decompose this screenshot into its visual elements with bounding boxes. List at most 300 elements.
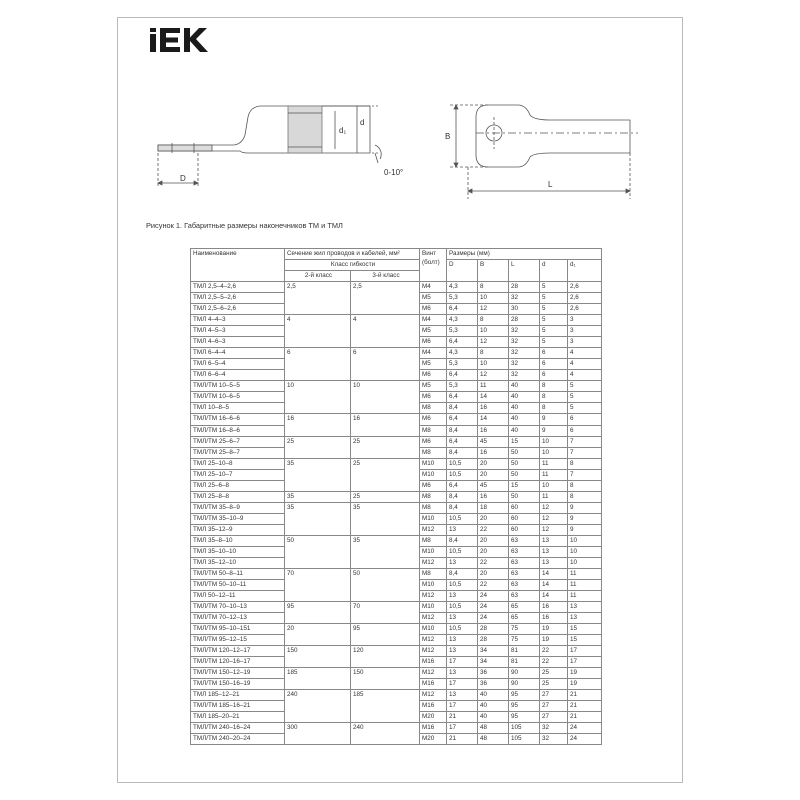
cell-L: 28 bbox=[509, 282, 540, 293]
cell-class3: 35 bbox=[351, 535, 420, 546]
cell-D: 10,5 bbox=[447, 546, 478, 557]
cell-class2: 4 bbox=[285, 315, 351, 326]
cell-D: 8,4 bbox=[447, 425, 478, 436]
table-row bbox=[191, 304, 602, 315]
cell-class3 bbox=[351, 635, 420, 646]
cell-class2 bbox=[285, 557, 351, 568]
cell-name: ТМЛ/ТМ 50–10–11 bbox=[191, 579, 285, 590]
cell-B: 10 bbox=[478, 326, 509, 337]
table-row bbox=[191, 701, 602, 712]
cell-name: ТМЛ/ТМ 16–8–6 bbox=[191, 425, 285, 436]
cell-name: ТМЛ/ТМ 240–20–24 bbox=[191, 734, 285, 745]
cell-name: ТМЛ 35–10–10 bbox=[191, 546, 285, 557]
cell-screw: M4 bbox=[420, 348, 447, 359]
cell-name: ТМЛ 25–10–8 bbox=[191, 458, 285, 469]
cell-class2 bbox=[285, 513, 351, 524]
cell-d: 9 bbox=[540, 425, 568, 436]
cell-B: 45 bbox=[478, 436, 509, 447]
cell-name: ТМЛ 50–12–11 bbox=[191, 590, 285, 601]
cell-name: ТМЛ 4–6–3 bbox=[191, 337, 285, 348]
cell-class2 bbox=[285, 469, 351, 480]
cell-class3: 4 bbox=[351, 315, 420, 326]
header-d1: d₁ bbox=[568, 260, 602, 282]
cell-B: 12 bbox=[478, 337, 509, 348]
cell-screw: M8 bbox=[420, 403, 447, 414]
cell-class3 bbox=[351, 613, 420, 624]
cell-d1: 4 bbox=[568, 348, 602, 359]
cell-name: ТМЛ 4–4–3 bbox=[191, 315, 285, 326]
cell-class2: 35 bbox=[285, 502, 351, 513]
cell-name: ТМЛ 35–12–10 bbox=[191, 557, 285, 568]
cell-B: 20 bbox=[478, 546, 509, 557]
cell-d1: 8 bbox=[568, 458, 602, 469]
cell-d1: 11 bbox=[568, 568, 602, 579]
cell-L: 32 bbox=[509, 359, 540, 370]
cell-name: ТМЛ 185–12–21 bbox=[191, 690, 285, 701]
cell-D: 13 bbox=[447, 557, 478, 568]
cell-name: ТМЛ 6–5–4 bbox=[191, 359, 285, 370]
cell-d: 32 bbox=[540, 723, 568, 734]
cell-D: 10,5 bbox=[447, 602, 478, 613]
cell-screw: M8 bbox=[420, 568, 447, 579]
cell-name: ТМЛ 2,5–5–2,6 bbox=[191, 293, 285, 304]
cell-class2: 2,5 bbox=[285, 282, 351, 293]
cell-L: 50 bbox=[509, 469, 540, 480]
cell-name: ТМЛ/ТМ 240–16–24 bbox=[191, 723, 285, 734]
cell-class2 bbox=[285, 480, 351, 491]
cell-L: 95 bbox=[509, 690, 540, 701]
cell-D: 6,4 bbox=[447, 304, 478, 315]
lug-dimensions-table bbox=[190, 248, 602, 745]
cell-d: 10 bbox=[540, 480, 568, 491]
cell-d1: 21 bbox=[568, 690, 602, 701]
cell-D: 13 bbox=[447, 524, 478, 535]
cell-L: 65 bbox=[509, 613, 540, 624]
cell-name: ТМЛ 2,5–6–2,6 bbox=[191, 304, 285, 315]
cell-class3 bbox=[351, 579, 420, 590]
cell-L: 30 bbox=[509, 304, 540, 315]
cell-screw: M6 bbox=[420, 392, 447, 403]
cell-B: 16 bbox=[478, 403, 509, 414]
cell-class2: 6 bbox=[285, 348, 351, 359]
table-row bbox=[191, 635, 602, 646]
cell-class2 bbox=[285, 293, 351, 304]
cell-d1: 10 bbox=[568, 557, 602, 568]
cell-d: 5 bbox=[540, 337, 568, 348]
cell-D: 17 bbox=[447, 679, 478, 690]
cell-D: 8,4 bbox=[447, 535, 478, 546]
cell-class2 bbox=[285, 326, 351, 337]
cell-D: 8,4 bbox=[447, 447, 478, 458]
table-row bbox=[191, 657, 602, 668]
cell-screw: M16 bbox=[420, 679, 447, 690]
cell-class2: 10 bbox=[285, 381, 351, 392]
cell-class3: 10 bbox=[351, 381, 420, 392]
cell-d: 27 bbox=[540, 712, 568, 723]
cell-class2 bbox=[285, 657, 351, 668]
cell-screw: M12 bbox=[420, 590, 447, 601]
cell-d1: 17 bbox=[568, 657, 602, 668]
cell-B: 36 bbox=[478, 679, 509, 690]
cell-screw: M6 bbox=[420, 370, 447, 381]
cell-class3 bbox=[351, 701, 420, 712]
cell-D: 6,4 bbox=[447, 370, 478, 381]
label-d1: d₁ bbox=[339, 126, 347, 135]
table-row bbox=[191, 370, 602, 381]
cell-D: 10,5 bbox=[447, 458, 478, 469]
table-row bbox=[191, 502, 602, 513]
cell-d1: 10 bbox=[568, 535, 602, 546]
cell-d: 11 bbox=[540, 458, 568, 469]
cell-class2: 300 bbox=[285, 723, 351, 734]
cell-D: 17 bbox=[447, 723, 478, 734]
cell-d: 5 bbox=[540, 282, 568, 293]
table-row bbox=[191, 734, 602, 745]
table-row bbox=[191, 359, 602, 370]
cell-class2 bbox=[285, 403, 351, 414]
cell-class2 bbox=[285, 392, 351, 403]
cell-L: 15 bbox=[509, 480, 540, 491]
cell-d: 14 bbox=[540, 579, 568, 590]
table-row bbox=[191, 546, 602, 557]
cell-class2: 35 bbox=[285, 458, 351, 469]
cell-d: 10 bbox=[540, 436, 568, 447]
cell-d1: 21 bbox=[568, 701, 602, 712]
cell-screw: M6 bbox=[420, 436, 447, 447]
cell-class3: 6 bbox=[351, 348, 420, 359]
cell-name: ТМЛ 6–6–4 bbox=[191, 370, 285, 381]
cell-d1: 7 bbox=[568, 469, 602, 480]
table-row bbox=[191, 403, 602, 414]
cell-class3: 25 bbox=[351, 491, 420, 502]
cell-B: 16 bbox=[478, 447, 509, 458]
cell-d: 27 bbox=[540, 701, 568, 712]
cell-screw: M16 bbox=[420, 701, 447, 712]
cell-screw: M5 bbox=[420, 293, 447, 304]
table-row bbox=[191, 315, 602, 326]
cell-L: 63 bbox=[509, 557, 540, 568]
cell-d: 8 bbox=[540, 392, 568, 403]
cell-class3 bbox=[351, 326, 420, 337]
cell-d1: 9 bbox=[568, 513, 602, 524]
cell-D: 6,4 bbox=[447, 480, 478, 491]
cell-B: 34 bbox=[478, 657, 509, 668]
cell-class2: 35 bbox=[285, 491, 351, 502]
cell-class3: 95 bbox=[351, 624, 420, 635]
cell-class3: 25 bbox=[351, 436, 420, 447]
cell-D: 6,4 bbox=[447, 414, 478, 425]
cell-class3: 70 bbox=[351, 602, 420, 613]
cell-screw: M10 bbox=[420, 602, 447, 613]
cell-B: 48 bbox=[478, 734, 509, 745]
cell-name: ТМЛ/ТМ 10–6–5 bbox=[191, 392, 285, 403]
cell-class2: 240 bbox=[285, 690, 351, 701]
cell-screw: M4 bbox=[420, 315, 447, 326]
cell-d: 5 bbox=[540, 326, 568, 337]
header-D: D bbox=[447, 260, 478, 282]
cell-D: 4,3 bbox=[447, 348, 478, 359]
cell-class3 bbox=[351, 734, 420, 745]
cell-D: 4,3 bbox=[447, 315, 478, 326]
table-row bbox=[191, 602, 602, 613]
cell-B: 18 bbox=[478, 502, 509, 513]
header-dims: Размеры (мм) bbox=[447, 249, 602, 260]
cell-name: ТМЛ 10–8–5 bbox=[191, 403, 285, 414]
cell-screw: M20 bbox=[420, 712, 447, 723]
cell-screw: M8 bbox=[420, 491, 447, 502]
cell-d: 25 bbox=[540, 679, 568, 690]
cell-B: 40 bbox=[478, 712, 509, 723]
cell-d1: 21 bbox=[568, 712, 602, 723]
cell-class3 bbox=[351, 447, 420, 458]
cell-L: 105 bbox=[509, 723, 540, 734]
cell-L: 63 bbox=[509, 579, 540, 590]
cell-B: 40 bbox=[478, 690, 509, 701]
cell-B: 22 bbox=[478, 579, 509, 590]
cell-screw: M6 bbox=[420, 337, 447, 348]
cell-L: 81 bbox=[509, 657, 540, 668]
table-row bbox=[191, 392, 602, 403]
cell-D: 5,3 bbox=[447, 359, 478, 370]
cell-class3 bbox=[351, 337, 420, 348]
cell-class3 bbox=[351, 293, 420, 304]
cell-screw: M16 bbox=[420, 723, 447, 734]
cell-L: 50 bbox=[509, 447, 540, 458]
cell-name: ТМЛ/ТМ 35–10–9 bbox=[191, 513, 285, 524]
cell-class3: 185 bbox=[351, 690, 420, 701]
cell-L: 63 bbox=[509, 568, 540, 579]
table-row bbox=[191, 535, 602, 546]
cell-B: 11 bbox=[478, 381, 509, 392]
cell-L: 60 bbox=[509, 502, 540, 513]
cell-D: 5,3 bbox=[447, 326, 478, 337]
cell-d: 13 bbox=[540, 535, 568, 546]
table-row bbox=[191, 469, 602, 480]
cell-B: 48 bbox=[478, 723, 509, 734]
cell-screw: M8 bbox=[420, 425, 447, 436]
cell-B: 24 bbox=[478, 602, 509, 613]
header-L: L bbox=[509, 260, 540, 282]
cell-B: 45 bbox=[478, 480, 509, 491]
cell-class2 bbox=[285, 579, 351, 590]
cell-d1: 11 bbox=[568, 579, 602, 590]
header-section: Сечение жил проводов и кабелей, мм² bbox=[285, 249, 420, 260]
cell-B: 20 bbox=[478, 568, 509, 579]
cell-screw: M10 bbox=[420, 546, 447, 557]
table-row bbox=[191, 282, 602, 293]
cell-name: ТМЛ/ТМ 35–8–9 bbox=[191, 502, 285, 513]
cell-B: 34 bbox=[478, 646, 509, 657]
table-row bbox=[191, 557, 602, 568]
header-class2: 2-й класс bbox=[285, 271, 351, 282]
cell-L: 65 bbox=[509, 602, 540, 613]
cell-D: 8,4 bbox=[447, 403, 478, 414]
cell-class2 bbox=[285, 359, 351, 370]
cell-d1: 9 bbox=[568, 524, 602, 535]
table-row bbox=[191, 613, 602, 624]
cell-L: 32 bbox=[509, 370, 540, 381]
table-row bbox=[191, 293, 602, 304]
cell-d: 10 bbox=[540, 447, 568, 458]
cell-screw: M10 bbox=[420, 458, 447, 469]
cell-d1: 5 bbox=[568, 381, 602, 392]
cell-d1: 5 bbox=[568, 392, 602, 403]
cell-d: 14 bbox=[540, 568, 568, 579]
cell-name: ТМЛ/ТМ 95–12–15 bbox=[191, 635, 285, 646]
cell-class3 bbox=[351, 403, 420, 414]
cell-L: 40 bbox=[509, 392, 540, 403]
cell-d1: 5 bbox=[568, 403, 602, 414]
table-row bbox=[191, 624, 602, 635]
cell-screw: M12 bbox=[420, 524, 447, 535]
cell-d1: 19 bbox=[568, 679, 602, 690]
cell-B: 8 bbox=[478, 348, 509, 359]
cell-B: 22 bbox=[478, 524, 509, 535]
cell-name: ТМЛ/ТМ 50–8–11 bbox=[191, 568, 285, 579]
cell-class2 bbox=[285, 447, 351, 458]
cell-D: 5,3 bbox=[447, 293, 478, 304]
table-row bbox=[191, 568, 602, 579]
cell-L: 95 bbox=[509, 701, 540, 712]
cell-d1: 8 bbox=[568, 480, 602, 491]
cell-name: ТМЛ/ТМ 150–16–19 bbox=[191, 679, 285, 690]
cell-class2 bbox=[285, 304, 351, 315]
cell-class3 bbox=[351, 469, 420, 480]
cell-L: 40 bbox=[509, 425, 540, 436]
cell-L: 40 bbox=[509, 403, 540, 414]
cell-class2: 95 bbox=[285, 602, 351, 613]
cell-name: ТМЛ 25–10–7 bbox=[191, 469, 285, 480]
cell-D: 13 bbox=[447, 646, 478, 657]
cell-L: 40 bbox=[509, 414, 540, 425]
cell-L: 63 bbox=[509, 535, 540, 546]
cell-class2: 25 bbox=[285, 436, 351, 447]
cell-d: 8 bbox=[540, 403, 568, 414]
cell-d: 19 bbox=[540, 624, 568, 635]
cell-screw: M10 bbox=[420, 624, 447, 635]
cell-class2: 70 bbox=[285, 568, 351, 579]
table-row bbox=[191, 668, 602, 679]
side-view bbox=[158, 106, 381, 187]
cell-class2 bbox=[285, 734, 351, 745]
cell-screw: M12 bbox=[420, 690, 447, 701]
header-class3: 3-й класс bbox=[351, 271, 420, 282]
top-view bbox=[450, 105, 638, 199]
cell-d1: 11 bbox=[568, 590, 602, 601]
cell-name: ТМЛ/ТМ 25–6–7 bbox=[191, 436, 285, 447]
table-row bbox=[191, 646, 602, 657]
cell-D: 5,3 bbox=[447, 381, 478, 392]
cell-L: 75 bbox=[509, 635, 540, 646]
cell-d: 32 bbox=[540, 734, 568, 745]
label-L: L bbox=[548, 180, 553, 189]
cell-L: 15 bbox=[509, 436, 540, 447]
cell-d1: 3 bbox=[568, 315, 602, 326]
cell-class2: 50 bbox=[285, 535, 351, 546]
cell-d1: 15 bbox=[568, 635, 602, 646]
cell-screw: M5 bbox=[420, 326, 447, 337]
cell-L: 95 bbox=[509, 712, 540, 723]
cell-L: 60 bbox=[509, 524, 540, 535]
cell-class3 bbox=[351, 712, 420, 723]
cell-screw: M12 bbox=[420, 557, 447, 568]
cell-screw: M16 bbox=[420, 657, 447, 668]
cell-screw: M8 bbox=[420, 502, 447, 513]
cell-screw: M12 bbox=[420, 635, 447, 646]
cell-class2 bbox=[285, 370, 351, 381]
cell-d1: 3 bbox=[568, 326, 602, 337]
cell-B: 8 bbox=[478, 282, 509, 293]
cell-d1: 13 bbox=[568, 602, 602, 613]
header-screw-line2: (болт) bbox=[422, 259, 440, 266]
cell-screw: M8 bbox=[420, 535, 447, 546]
table-row bbox=[191, 524, 602, 535]
cell-screw: M12 bbox=[420, 613, 447, 624]
cell-screw: M5 bbox=[420, 359, 447, 370]
cell-d1: 4 bbox=[568, 359, 602, 370]
cell-d: 22 bbox=[540, 657, 568, 668]
cell-d1: 17 bbox=[568, 646, 602, 657]
cell-name: ТМЛ 35–12–9 bbox=[191, 524, 285, 535]
cell-screw: M8 bbox=[420, 447, 447, 458]
cell-d1: 6 bbox=[568, 414, 602, 425]
cell-D: 13 bbox=[447, 690, 478, 701]
cell-screw: M12 bbox=[420, 646, 447, 657]
cell-D: 21 bbox=[447, 712, 478, 723]
cell-d1: 4 bbox=[568, 370, 602, 381]
cell-name: ТМЛ/ТМ 16–6–6 bbox=[191, 414, 285, 425]
cell-class3: 35 bbox=[351, 502, 420, 513]
cell-L: 90 bbox=[509, 679, 540, 690]
cell-d1: 9 bbox=[568, 502, 602, 513]
cell-class3: 240 bbox=[351, 723, 420, 734]
cell-B: 10 bbox=[478, 359, 509, 370]
cell-D: 17 bbox=[447, 657, 478, 668]
cell-B: 14 bbox=[478, 414, 509, 425]
cell-d: 16 bbox=[540, 602, 568, 613]
cell-d: 11 bbox=[540, 491, 568, 502]
cell-name: ТМЛ/ТМ 120–12–17 bbox=[191, 646, 285, 657]
table-row bbox=[191, 337, 602, 348]
cell-B: 20 bbox=[478, 469, 509, 480]
cell-L: 81 bbox=[509, 646, 540, 657]
cell-class2 bbox=[285, 590, 351, 601]
cell-screw: M4 bbox=[420, 282, 447, 293]
cell-d: 19 bbox=[540, 635, 568, 646]
cell-screw: M12 bbox=[420, 668, 447, 679]
cell-d: 5 bbox=[540, 315, 568, 326]
cell-D: 13 bbox=[447, 590, 478, 601]
cell-class3 bbox=[351, 546, 420, 557]
cell-D: 6,4 bbox=[447, 392, 478, 403]
cell-d: 13 bbox=[540, 546, 568, 557]
cell-class3 bbox=[351, 392, 420, 403]
table-row bbox=[191, 491, 602, 502]
cell-D: 8,4 bbox=[447, 502, 478, 513]
header-d: d bbox=[540, 260, 568, 282]
cell-d1: 2,6 bbox=[568, 304, 602, 315]
table-row bbox=[191, 712, 602, 723]
cell-class2 bbox=[285, 679, 351, 690]
cell-L: 32 bbox=[509, 293, 540, 304]
cell-D: 6,4 bbox=[447, 337, 478, 348]
cell-B: 12 bbox=[478, 304, 509, 315]
cell-d1: 19 bbox=[568, 668, 602, 679]
cell-B: 28 bbox=[478, 635, 509, 646]
cell-B: 20 bbox=[478, 513, 509, 524]
cell-d1: 7 bbox=[568, 436, 602, 447]
cell-B: 40 bbox=[478, 701, 509, 712]
